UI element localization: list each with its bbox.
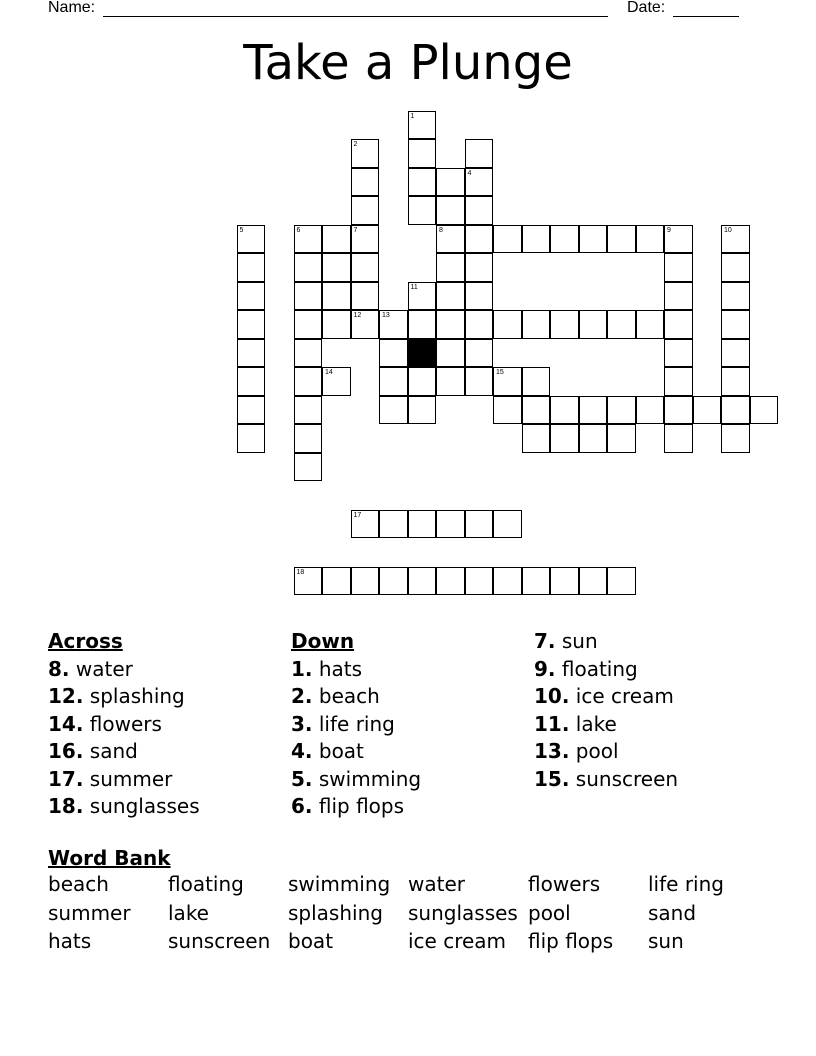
crossword-cell[interactable] — [379, 567, 408, 596]
word-bank-word: pool — [528, 900, 571, 925]
clue-item-number: 4. — [291, 739, 313, 763]
crossword-cell[interactable] — [408, 139, 437, 168]
clue-number: 17 — [353, 511, 362, 519]
crossword-cell[interactable] — [436, 225, 465, 254]
date-label: Date: — [627, 0, 666, 16]
clue-item-text: sun — [555, 629, 598, 653]
crossword-cell[interactable] — [351, 168, 380, 197]
crossword-cell[interactable] — [322, 367, 351, 396]
crossword-cell[interactable] — [322, 310, 351, 339]
crossword-cell[interactable] — [579, 424, 608, 453]
crossword-cell[interactable] — [379, 310, 408, 339]
clue-item-text: lake — [569, 711, 617, 736]
clue-item-number: 5. — [291, 766, 313, 791]
crossword-cell[interactable] — [237, 367, 266, 396]
crossword-cell[interactable] — [237, 396, 266, 425]
crossword-cell[interactable] — [522, 367, 551, 396]
crossword-cell[interactable] — [721, 225, 750, 254]
clue-item-number: 16. — [48, 739, 84, 763]
crossword-cell[interactable] — [436, 310, 465, 339]
clue-item-number: 15. — [534, 766, 570, 791]
crossword-cell[interactable] — [436, 510, 465, 539]
crossword-cell[interactable] — [721, 367, 750, 396]
crossword-cell[interactable] — [721, 253, 750, 282]
clue-item — [291, 683, 421, 711]
clue-item-number: 10. — [534, 684, 570, 708]
clue-item — [48, 711, 200, 739]
crossword-cell[interactable] — [322, 567, 351, 596]
clue-item-number: 17. — [48, 766, 84, 791]
clue-item-text: swimming — [312, 766, 422, 791]
crossword-cell[interactable] — [607, 396, 636, 425]
clue-item — [48, 683, 200, 711]
crossword-cell[interactable] — [693, 396, 722, 425]
word-bank-word: beach — [48, 872, 109, 896]
clue-item — [48, 656, 200, 684]
crossword-cell[interactable] — [408, 282, 437, 311]
crossword-cell[interactable] — [664, 424, 693, 453]
word-bank-row — [48, 872, 724, 901]
crossword-cell[interactable] — [664, 339, 693, 368]
crossword-cell[interactable] — [664, 253, 693, 282]
crossword-cell[interactable] — [465, 168, 494, 197]
clue-number: 8 — [439, 226, 443, 234]
crossword-cell[interactable] — [237, 339, 266, 368]
down-clues — [291, 628, 421, 821]
crossword-cell[interactable] — [294, 424, 323, 453]
crossword-cell[interactable] — [664, 225, 693, 254]
clue-number: 12 — [353, 312, 362, 319]
down-heading: Down — [291, 629, 355, 653]
clue-item-text: flip flops — [312, 794, 405, 818]
clue-number: 13 — [382, 312, 390, 319]
clue-item — [48, 738, 200, 766]
clue-item-number: 11. — [534, 711, 570, 736]
word-bank-row — [48, 929, 684, 958]
crossword-cell[interactable] — [322, 282, 351, 311]
crossword-cell[interactable] — [579, 567, 608, 596]
clue-item — [48, 793, 200, 821]
crossword-cell[interactable] — [493, 567, 522, 596]
word-bank-word: swimming — [288, 872, 391, 896]
crossword-cell[interactable] — [721, 310, 750, 339]
word-bank-word: summer — [48, 900, 131, 925]
word-bank-word: sunscreen — [168, 929, 271, 953]
crossword-cell[interactable] — [294, 339, 323, 368]
crossword-cell[interactable] — [379, 339, 408, 368]
crossword-cell[interactable] — [408, 196, 437, 225]
word-bank-row — [48, 900, 697, 930]
crossword-cell[interactable] — [607, 310, 636, 339]
crossword-cell[interactable] — [579, 396, 608, 425]
crossword-cell[interactable] — [493, 225, 522, 254]
clue-list — [534, 628, 678, 793]
word-bank-word: boat — [288, 929, 334, 953]
clue-number: 15 — [496, 369, 504, 376]
crossword-cell[interactable] — [408, 111, 437, 140]
clue-list — [48, 656, 200, 821]
crossword-cell[interactable] — [436, 339, 465, 368]
word-bank-word: sunglasses — [408, 900, 518, 925]
crossword-cell[interactable] — [322, 225, 351, 254]
clue-item — [291, 711, 421, 739]
word-bank-word: floating — [168, 872, 244, 896]
clue-item-number: 18. — [48, 794, 84, 818]
crossword-cell[interactable] — [550, 396, 579, 425]
clue-item-text: splashing — [83, 684, 185, 708]
clue-item — [534, 628, 678, 656]
clue-item — [291, 656, 421, 684]
crossword-cell[interactable] — [493, 396, 522, 425]
crossword-cell[interactable] — [493, 510, 522, 539]
crossword-cell[interactable] — [465, 339, 494, 368]
clue-item-text: flowers — [83, 711, 162, 736]
word-bank-word: ice cream — [408, 929, 507, 953]
crossword-cell[interactable] — [465, 310, 494, 339]
name-label: Name: — [48, 0, 96, 16]
crossword-cell[interactable] — [294, 310, 323, 339]
crossword-cell[interactable] — [436, 282, 465, 311]
crossword-cell[interactable] — [294, 225, 323, 254]
crossword-cell[interactable] — [294, 396, 323, 425]
clue-number: 1 — [410, 112, 415, 120]
crossword-cell[interactable] — [351, 510, 380, 539]
crossword-cell[interactable] — [408, 168, 437, 197]
crossword-cell[interactable] — [579, 225, 608, 254]
clue-number: 6 — [296, 226, 301, 234]
word-bank-word: splashing — [288, 900, 383, 925]
word-bank-word: sand — [648, 900, 697, 925]
clue-item-number: 9. — [534, 656, 556, 681]
crossword-cell[interactable] — [636, 225, 665, 254]
crossword-cell[interactable] — [750, 396, 779, 425]
clue-number: 11 — [410, 283, 418, 291]
word-bank-word: water — [408, 872, 465, 896]
crossword-cell[interactable] — [607, 424, 636, 453]
clue-item-number: 12. — [48, 684, 84, 708]
clue-item — [534, 683, 678, 711]
clue-number: 10 — [724, 226, 732, 234]
word-bank-word: hats — [48, 929, 92, 953]
clue-item-text: life ring — [312, 711, 395, 736]
clue-item-number: 6. — [291, 794, 313, 818]
crossword-cell[interactable] — [493, 310, 522, 339]
clue-number: 7 — [353, 226, 358, 234]
clue-item-text: boat — [312, 739, 364, 763]
crossword-cell[interactable] — [351, 196, 380, 225]
crossword-cell[interactable] — [664, 310, 693, 339]
crossword-cell[interactable] — [493, 367, 522, 396]
clue-number: 4 — [467, 169, 472, 177]
crossword-cell[interactable] — [465, 510, 494, 539]
clue-number: 18 — [296, 568, 305, 576]
crossword-cell[interactable] — [465, 367, 494, 396]
crossword-cell[interactable] — [721, 424, 750, 453]
crossword-cell[interactable] — [607, 567, 636, 596]
crossword-cell[interactable] — [351, 282, 380, 311]
crossword-cell[interactable] — [379, 367, 408, 396]
crossword-cell[interactable] — [237, 282, 266, 311]
across-clues — [48, 628, 200, 821]
crossword-cell[interactable] — [465, 567, 494, 596]
crossword-cell[interactable] — [550, 567, 579, 596]
crossword-cell[interactable] — [237, 310, 266, 339]
crossword-cell[interactable] — [237, 225, 266, 254]
word-bank-word: life ring — [648, 872, 724, 896]
crossword-cell[interactable] — [550, 310, 579, 339]
clue-item-text: floating — [555, 656, 638, 681]
clue-item-number: 8. — [48, 656, 70, 681]
across-heading: Across — [48, 629, 123, 653]
crossword-cell[interactable] — [408, 567, 437, 596]
crossword-cell[interactable] — [436, 367, 465, 396]
clue-number: 9 — [667, 226, 671, 234]
crossword-cell[interactable] — [294, 282, 323, 311]
clue-item-number: 3. — [291, 711, 313, 736]
word-bank-word: flowers — [528, 872, 601, 896]
crossword-cell[interactable] — [579, 310, 608, 339]
crossword-cell[interactable] — [721, 282, 750, 311]
crossword-cell[interactable] — [294, 567, 323, 596]
crossword-cell[interactable] — [436, 196, 465, 225]
crossword-cell[interactable] — [408, 367, 437, 396]
clue-list — [291, 656, 421, 821]
crossword-cell[interactable] — [465, 253, 494, 282]
clue-item-text: pool — [569, 739, 619, 763]
word-bank-word: flip flops — [528, 929, 614, 953]
crossword-cell[interactable] — [465, 139, 494, 168]
crossword-cell[interactable] — [664, 282, 693, 311]
clue-item-text: beach — [312, 684, 380, 708]
clue-item-text: hats — [312, 656, 363, 681]
black-cell — [408, 339, 437, 368]
clue-item-number: 2. — [291, 684, 313, 708]
crossword-cell[interactable] — [436, 253, 465, 282]
clue-item — [534, 711, 678, 739]
clue-item-number: 1. — [291, 656, 313, 681]
crossword-cell[interactable] — [351, 253, 380, 282]
crossword-cell[interactable] — [522, 225, 551, 254]
clue-item — [534, 656, 678, 684]
clue-item-text: sand — [83, 739, 138, 763]
clue-item-number: 14. — [48, 711, 84, 736]
clue-item — [48, 766, 200, 794]
crossword-cell[interactable] — [721, 339, 750, 368]
crossword-cell[interactable] — [408, 310, 437, 339]
clue-item — [534, 766, 678, 794]
crossword-cell[interactable] — [294, 453, 323, 482]
clue-item — [291, 738, 421, 766]
clue-item-text: summer — [83, 766, 173, 791]
crossword-cell[interactable] — [522, 310, 551, 339]
clue-item-number: 13. — [534, 739, 570, 763]
crossword-cell[interactable] — [351, 310, 380, 339]
crossword-cell[interactable] — [379, 510, 408, 539]
word-bank-rows — [48, 872, 724, 958]
clue-number: 5 — [239, 226, 244, 234]
crossword-cell[interactable] — [721, 396, 750, 425]
clue-item-text: ice cream — [569, 684, 674, 708]
word-bank-word: sun — [648, 929, 684, 953]
clue-item-number: 7. — [534, 629, 556, 653]
clue-item — [291, 766, 421, 794]
crossword-cell[interactable] — [465, 225, 494, 254]
crossword-cell[interactable] — [351, 225, 380, 254]
crossword-cell[interactable] — [408, 510, 437, 539]
crossword-cell[interactable] — [550, 225, 579, 254]
crossword-cell[interactable] — [607, 225, 636, 254]
clue-number: 14 — [325, 369, 333, 376]
crossword-cell[interactable] — [436, 567, 465, 596]
crossword-cell[interactable] — [322, 253, 351, 282]
crossword-cell[interactable] — [237, 253, 266, 282]
crossword-cell[interactable] — [522, 396, 551, 425]
crossword-cell[interactable] — [465, 196, 494, 225]
crossword-cell[interactable] — [522, 424, 551, 453]
crossword-cell[interactable] — [379, 396, 408, 425]
word-bank-title: Word Bank — [48, 846, 171, 870]
crossword-cell[interactable] — [294, 367, 323, 396]
crossword-cell[interactable] — [550, 424, 579, 453]
word-bank-word: lake — [168, 900, 209, 925]
crossword-cell[interactable] — [436, 168, 465, 197]
crossword-cell[interactable] — [664, 367, 693, 396]
clue-item — [534, 738, 678, 766]
crossword-cell[interactable] — [636, 310, 665, 339]
page-title: Take a Plunge — [243, 35, 573, 91]
crossword-cell[interactable] — [465, 282, 494, 311]
clue-item-text: sunglasses — [83, 794, 200, 818]
crossword-cell[interactable] — [522, 567, 551, 596]
crossword-cell[interactable] — [664, 396, 693, 425]
clue-item — [291, 793, 421, 821]
crossword-cell[interactable] — [294, 253, 323, 282]
crossword-cell[interactable] — [351, 567, 380, 596]
crossword-cell[interactable] — [408, 396, 437, 425]
crossword-cell[interactable] — [237, 424, 266, 453]
clue-item-text: sunscreen — [569, 766, 679, 791]
crossword-cell[interactable] — [636, 396, 665, 425]
word-bank — [48, 845, 724, 958]
clue-number: 2 — [353, 141, 358, 148]
down-clues-continued — [534, 628, 678, 793]
clue-item-text: water — [69, 656, 133, 681]
crossword-cell[interactable] — [351, 139, 380, 168]
